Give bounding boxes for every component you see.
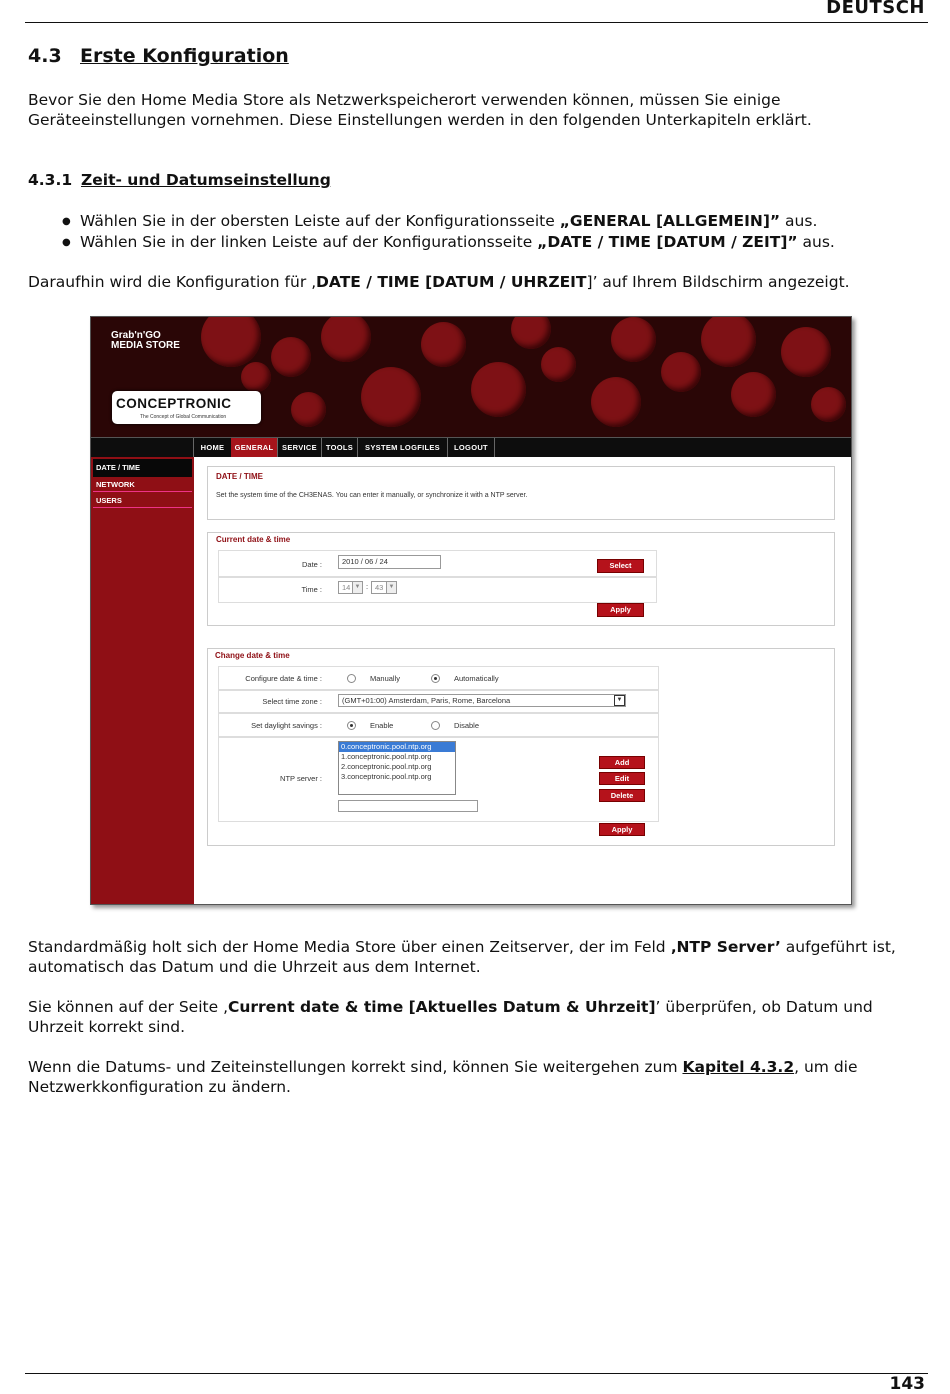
current-datetime-panel bbox=[207, 532, 835, 626]
nav-logout[interactable]: LOGOUT bbox=[448, 438, 495, 458]
manually-radio[interactable] bbox=[347, 674, 356, 683]
config-screenshot bbox=[90, 316, 852, 905]
logo-text: CONCEPTRONIC bbox=[116, 396, 232, 411]
nav-system-logfiles[interactable]: SYSTEM LOGFILES bbox=[358, 438, 448, 458]
section-heading bbox=[28, 45, 289, 67]
brand-line2: MEDIA STORE bbox=[111, 340, 180, 351]
panel-title: Current date & time bbox=[216, 535, 291, 544]
section-title: Erste Konfiguration bbox=[80, 45, 289, 67]
ntp-paragraph bbox=[28, 937, 918, 977]
delete-button[interactable]: Delete bbox=[599, 789, 645, 802]
panel-title: DATE / TIME bbox=[216, 472, 263, 481]
text-end: ]’ auf Ihrem Bildschirm angezeigt. bbox=[586, 273, 850, 291]
automatically-label: Automatically bbox=[454, 674, 499, 683]
timezone-label: Select time zone : bbox=[262, 697, 322, 706]
text: Wenn die Datums- und Zeiteinstellungen korrekt sind, können Sie weitergehen zum bbox=[28, 1058, 683, 1076]
hour-select[interactable] bbox=[338, 581, 363, 594]
text: Sie können auf der Seite ‚ bbox=[28, 998, 228, 1016]
minute-select[interactable] bbox=[371, 581, 397, 594]
hour-value: 14 bbox=[342, 583, 351, 592]
bold-text: ‚NTP Server’ bbox=[670, 938, 781, 956]
ntp-server-list[interactable] bbox=[338, 741, 456, 795]
instruction-list bbox=[60, 211, 835, 253]
nav-home[interactable]: HOME bbox=[193, 438, 232, 458]
list-item[interactable]: 2.conceptronic.pool.ntp.org bbox=[341, 762, 432, 771]
bold-text: Current date & time [Aktuelles Datum & Uhrzeit] bbox=[227, 998, 656, 1016]
nav-service[interactable]: SERVICE bbox=[278, 438, 322, 458]
nav-general[interactable]: GENERAL bbox=[231, 438, 278, 458]
sidebar-item-users[interactable]: USERS bbox=[93, 494, 192, 508]
add-button[interactable]: Add bbox=[599, 756, 645, 769]
bold-text: DATE / TIME [DATUM / UHRZEIT bbox=[316, 273, 587, 291]
automatically-radio[interactable] bbox=[431, 674, 440, 683]
text-end: ’ überprüfen, ob Datum und Uhrzeit korrekt sind. bbox=[28, 998, 873, 1036]
panel-description: Set the system time of the CH3ENAS. You can enter it manually, or synchronize it with a NTP server. bbox=[216, 492, 528, 499]
bullet-text-end: aus. bbox=[780, 212, 818, 230]
nav-tools[interactable]: TOOLS bbox=[322, 438, 358, 458]
bullet-text: Wählen Sie in der obersten Leiste auf der Konfigurationsseite bbox=[80, 212, 560, 230]
top-nav bbox=[91, 437, 851, 458]
logo-tagline: The Concept of Global Communication bbox=[140, 414, 227, 420]
bullet-bold: „DATE / TIME [DATUM / ZEIT]” bbox=[537, 233, 798, 251]
timezone-select[interactable] bbox=[338, 694, 626, 707]
daylight-label: Set daylight savings : bbox=[251, 721, 322, 730]
minute-value: 43 bbox=[375, 583, 384, 592]
product-brand bbox=[111, 331, 180, 351]
conceptronic-logo bbox=[112, 391, 261, 424]
ntp-label: NTP server : bbox=[280, 774, 322, 783]
chevron-down-icon: ▼ bbox=[614, 695, 625, 706]
ntp-server-input[interactable] bbox=[338, 800, 478, 812]
sidebar bbox=[91, 457, 194, 904]
text-end: aufgeführt ist, automatisch das Datum und die Uhrzeit aus dem Internet. bbox=[28, 938, 896, 976]
list-item[interactable]: 1.conceptronic.pool.ntp.org bbox=[341, 752, 432, 761]
time-colon: : bbox=[366, 582, 369, 591]
change-datetime-panel bbox=[207, 648, 835, 846]
chevron-down-icon: ▼ bbox=[386, 582, 396, 593]
intro-paragraph: Bevor Sie den Home Media Store als Netzwerkspeicherort verwenden können, müssen Sie einige Geräteeinstellungen vornehmen. Diese Einstellungen werden in den folgenden Unterkapiteln erklärt. bbox=[28, 91, 812, 129]
select-button[interactable]: Select bbox=[597, 559, 644, 573]
content-area bbox=[194, 457, 851, 904]
list-item bbox=[60, 211, 835, 232]
subsection-number: 4.3.1 bbox=[28, 171, 73, 189]
enable-label: Enable bbox=[370, 721, 394, 730]
subsection-title: Zeit- und Datumseinstellung bbox=[81, 171, 331, 189]
bullet-bold: „GENERAL [ALLGEMEIN]” bbox=[559, 212, 781, 230]
panel-title: Change date & time bbox=[215, 651, 290, 660]
page-number: 143 bbox=[889, 1374, 925, 1394]
sidebar-item-network[interactable]: NETWORK bbox=[93, 478, 192, 492]
sidebar-item-date-time[interactable]: DATE / TIME bbox=[93, 459, 192, 477]
disable-radio[interactable] bbox=[431, 721, 440, 730]
result-paragraph bbox=[28, 272, 918, 292]
next-paragraph bbox=[28, 1057, 918, 1097]
language-label: DEUTSCH bbox=[826, 0, 925, 18]
check-paragraph bbox=[28, 997, 918, 1037]
apply-button[interactable]: Apply bbox=[597, 603, 644, 617]
manually-label: Manually bbox=[370, 674, 401, 683]
enable-radio[interactable] bbox=[347, 721, 356, 730]
subsection-heading bbox=[28, 171, 331, 189]
bullet-text-end: aus. bbox=[797, 233, 835, 251]
text-end: , um die Netzwerkkonfiguration zu ändern. bbox=[28, 1058, 858, 1096]
footer-rule bbox=[25, 1373, 928, 1374]
time-label: Time : bbox=[301, 585, 322, 594]
date-input[interactable]: 2010 / 06 / 24 bbox=[338, 555, 441, 569]
disable-label: Disable bbox=[454, 721, 480, 730]
list-item[interactable]: 0.conceptronic.pool.ntp.org bbox=[339, 742, 455, 752]
timezone-value: (GMT+01:00) Amsterdam, Paris, Rome, Barcelona bbox=[342, 696, 511, 705]
datetime-panel bbox=[207, 466, 835, 520]
list-item bbox=[60, 232, 835, 253]
brand-line1: Grab'n'GO bbox=[111, 330, 161, 341]
configure-label: Configure date & time : bbox=[245, 674, 322, 683]
header-rule bbox=[25, 22, 928, 23]
section-number: 4.3 bbox=[28, 45, 62, 67]
list-item[interactable]: 3.conceptronic.pool.ntp.org bbox=[341, 772, 432, 781]
text: Daraufhin wird die Konfiguration für ‚ bbox=[28, 273, 317, 291]
banner bbox=[91, 317, 851, 437]
text: Standardmäßig holt sich der Home Media Store über einen Zeitserver, der im Feld bbox=[28, 938, 671, 956]
edit-button[interactable]: Edit bbox=[599, 772, 645, 785]
date-label: Date : bbox=[301, 560, 322, 569]
chevron-down-icon: ▼ bbox=[352, 582, 362, 593]
chapter-link[interactable]: Kapitel 4.3.2 bbox=[682, 1058, 795, 1076]
bullet-text: Wählen Sie in der linken Leiste auf der Konfigurationsseite bbox=[80, 233, 538, 251]
apply-button[interactable]: Apply bbox=[599, 823, 645, 836]
